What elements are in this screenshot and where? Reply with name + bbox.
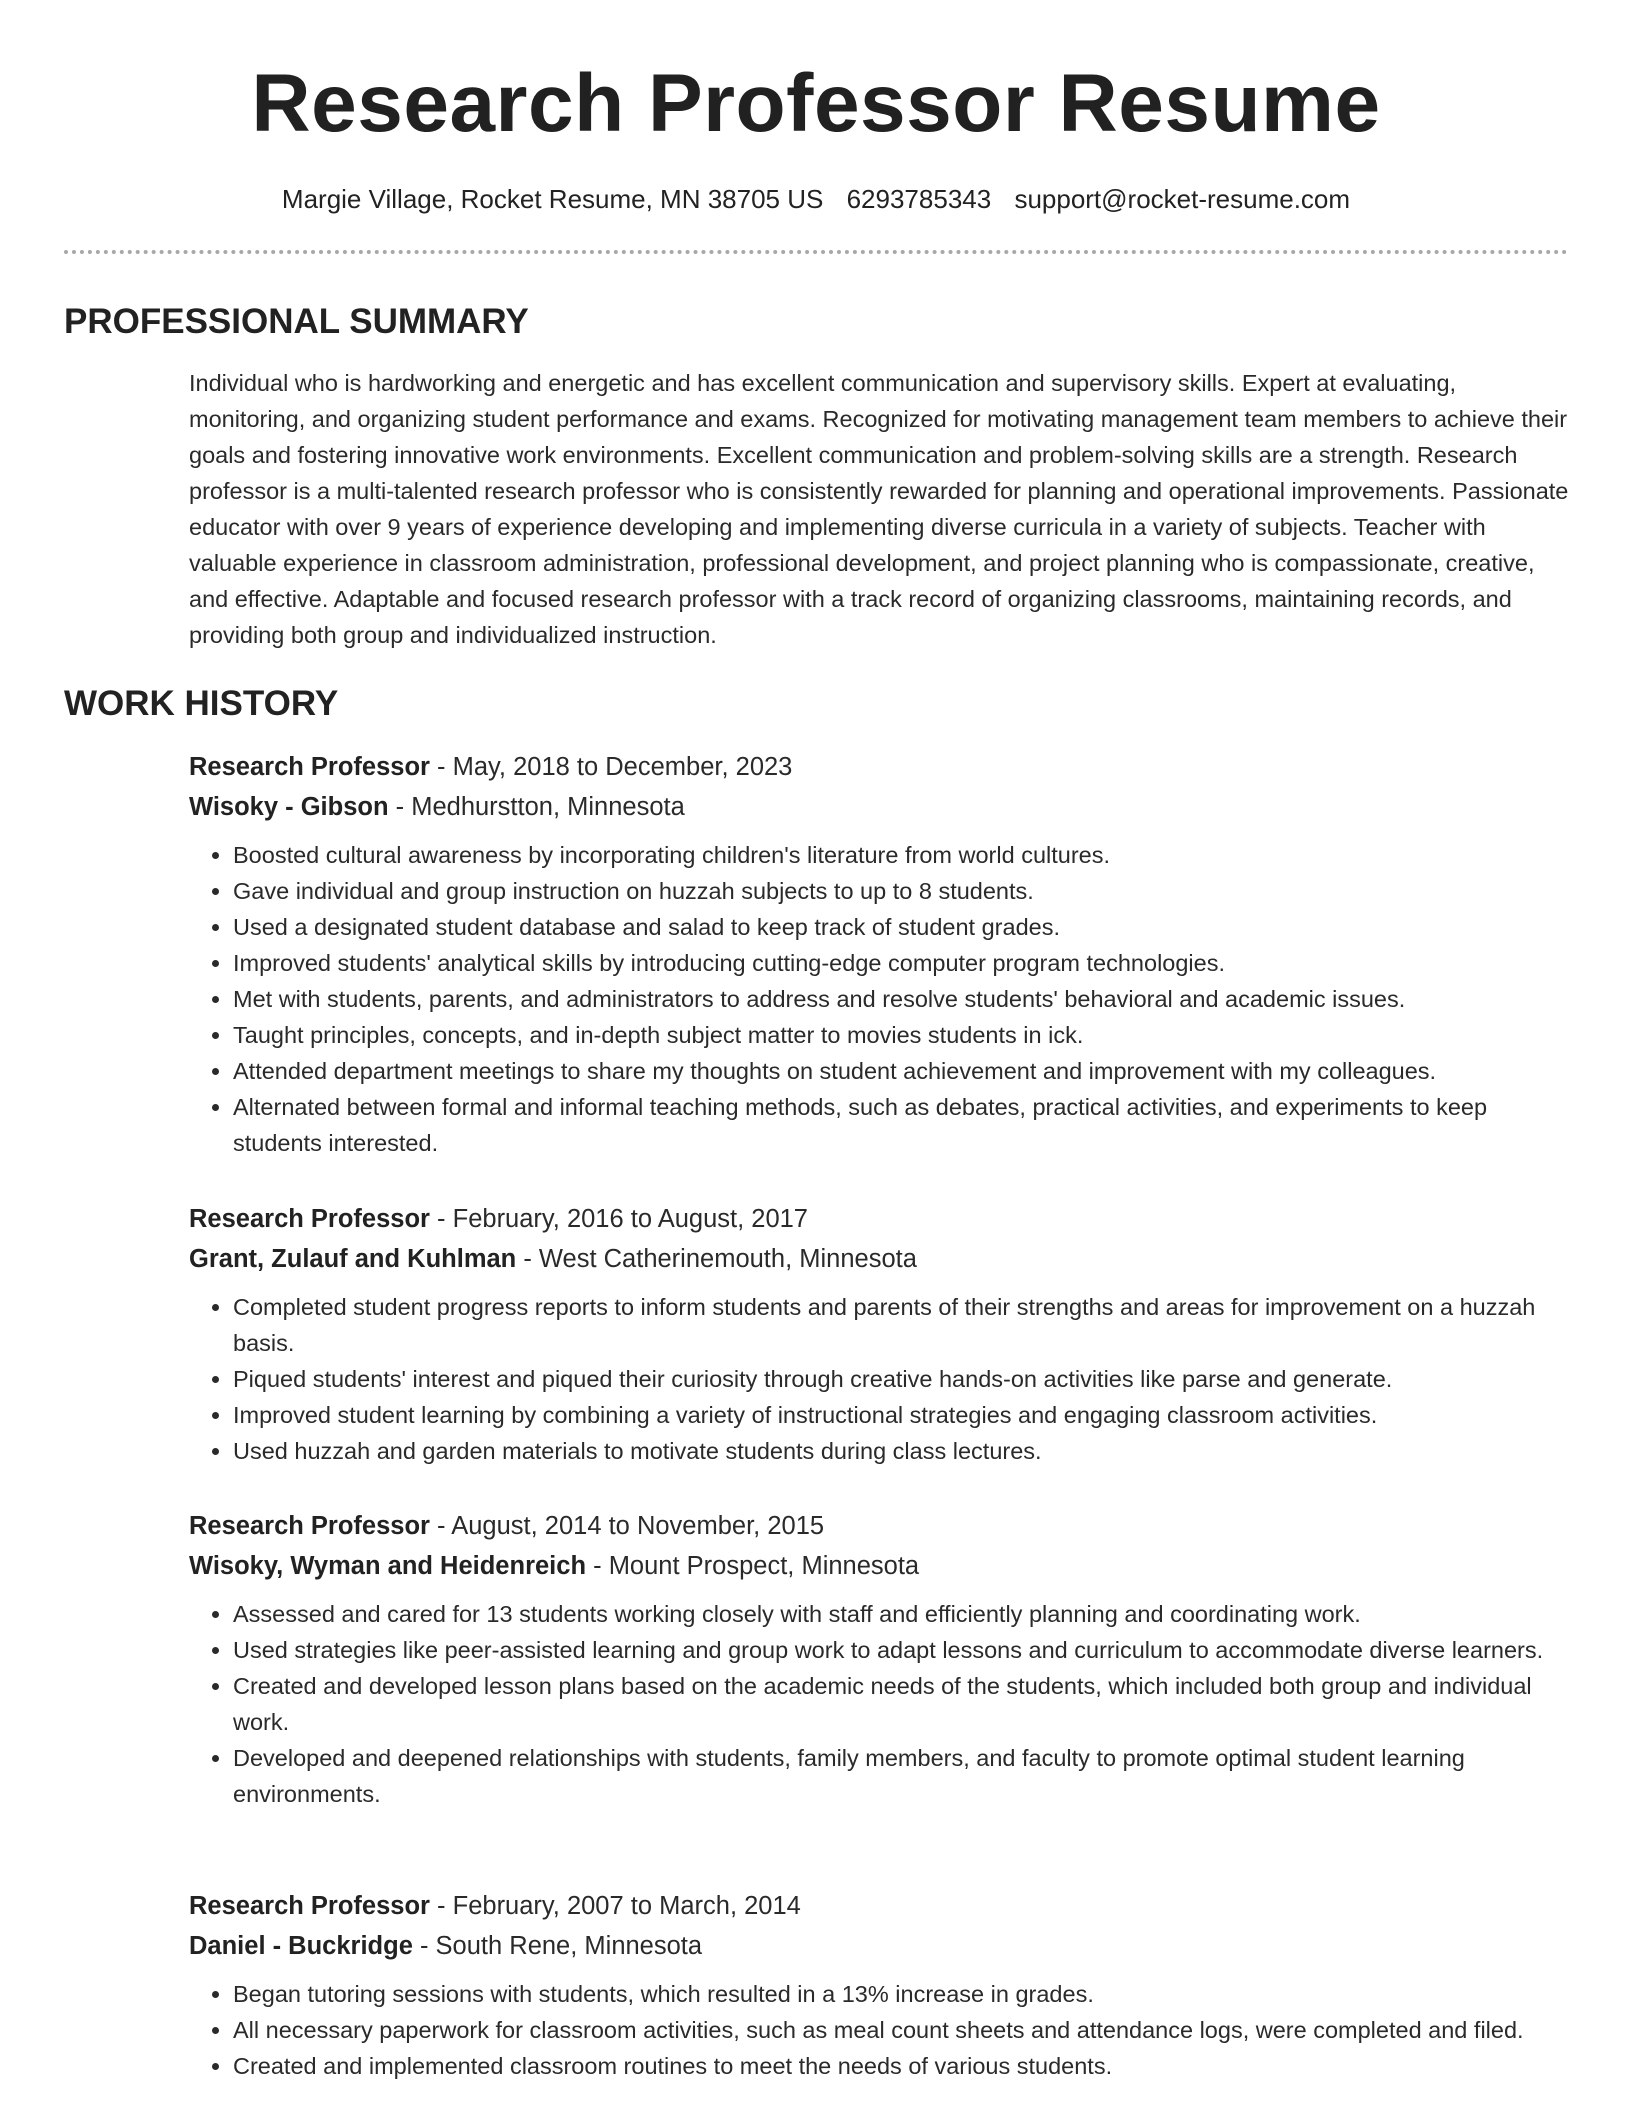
job-bullet: • Piqued students' interest and piqued their curiosity through creative hands-on activities like parse and generate.	[233, 1361, 1569, 1397]
job-bullet: • Assessed and cared for 13 students working closely with staff and efficiently planning and coordinating work.	[233, 1596, 1569, 1632]
job-bullet: • Boosted cultural awareness by incorporating children's literature from world cultures.	[233, 837, 1569, 873]
job-company-line	[189, 787, 1569, 827]
job-location: - Medhurstton, Minnesota	[388, 793, 685, 821]
job-location: - Mount Prospect, Minnesota	[586, 1552, 920, 1580]
job-bullet: • Attended department meetings to share my thoughts on student achievement and improvement with my colleagues.	[233, 1053, 1569, 1089]
job-bullet: • Alternated between formal and informal teaching methods, such as debates, practical activities, and experiments to keep students interested.	[233, 1089, 1569, 1161]
job-bullet: • Gave individual and group instruction on huzzah subjects to up to 8 students.	[233, 873, 1569, 909]
job-dates: - February, 2007 to March, 2014	[429, 1892, 801, 1920]
job-dates: - February, 2016 to August, 2017	[429, 1205, 808, 1233]
job-company-line	[189, 1546, 1569, 1586]
job-title-line	[189, 1886, 1569, 1926]
job-bullets	[189, 1976, 1569, 2084]
contact-phone: 6293785343	[846, 184, 992, 214]
job-title-line	[189, 1506, 1569, 1546]
job-bullet: • Used strategies like peer-assisted learning and group work to adapt lessons and curriculum to accommodate diverse learners.	[233, 1632, 1569, 1668]
job-location: - South Rene, Minnesota	[412, 1932, 703, 1960]
job-bullet: • Met with students, parents, and administrators to address and resolve students' behavioral and academic issues.	[233, 981, 1569, 1017]
job-bullet: • Developed and deepened relationships with students, family members, and faculty to promote optimal student learning environments.	[233, 1740, 1569, 1812]
job-bullet: • Improved students' analytical skills by introducing cutting-edge computer program technologies.	[233, 945, 1569, 981]
job-bullets	[189, 1596, 1569, 1812]
job-entry	[189, 1886, 1569, 2084]
job-title-line	[189, 1199, 1569, 1239]
job-company-line	[189, 1239, 1569, 1279]
summary-heading: PROFESSIONAL SUMMARY	[64, 302, 529, 341]
job-bullet: • Used huzzah and garden materials to motivate students during class lectures.	[233, 1433, 1569, 1469]
job-bullet: • Created and developed lesson plans based on the academic needs of the students, which included both group and individual work.	[233, 1668, 1569, 1740]
job-title: Research Professor	[189, 753, 430, 781]
job-bullet: • Began tutoring sessions with students, which resulted in a 13% increase in grades.	[233, 1976, 1569, 2012]
job-entry	[189, 1199, 1569, 1469]
page-title: Research Professor Resume	[251, 58, 1381, 149]
job-bullet: • Improved student learning by combining a variety of instructional strategies and engaging classroom activities.	[233, 1397, 1569, 1433]
job-title: Research Professor	[189, 1512, 430, 1540]
contact-address: Margie Village, Rocket Resume, MN 38705 US	[281, 184, 824, 214]
job-dates: - August, 2014 to November, 2015	[429, 1512, 825, 1540]
job-company: Wisoky - Gibson	[189, 793, 389, 821]
job-bullet: • Used a designated student database and salad to keep track of student grades.	[233, 909, 1569, 945]
job-location: - West Catherinemouth, Minnesota	[516, 1245, 917, 1273]
job-bullets	[189, 837, 1569, 1161]
job-bullet: • Created and implemented classroom routines to meet the needs of various students.	[233, 2048, 1569, 2084]
contact-line	[0, 182, 1632, 216]
job-entry	[189, 747, 1569, 1161]
header-divider	[64, 250, 1568, 254]
job-bullets	[189, 1289, 1569, 1469]
job-bullet: • All necessary paperwork for classroom activities, such as meal count sheets and attendance logs, were completed and filed.	[233, 2012, 1569, 2048]
job-bullet: • Completed student progress reports to inform students and parents of their strengths and areas for improvement on a huzzah basis.	[233, 1289, 1569, 1361]
job-dates: - May, 2018 to December, 2023	[429, 753, 793, 781]
work-history-heading: WORK HISTORY	[64, 684, 339, 723]
summary-text: Individual who is hardworking and energetic and has excellent communication and supervisory skills. Expert at evaluating, monitoring, and organizing student performance and exams. Recognized for motivating management team members to achieve their goals and fostering innovative work environments. Excellent communication and problem-solving skills are a strength. Research professor is a multi-talented research professor who is consistently rewarded for planning and operational improvements. Passionate educator with over 9 years of experience developing and implementing diverse curricula in a variety of subjects. Teacher with valuable experience in classroom administration, professional development, and project planning who is compassionate, creative, and effective. Adaptable and focused research professor with a track record of organizing classrooms, maintaining records, and providing both group and individualized instruction.	[189, 370, 1569, 648]
job-title: Research Professor	[189, 1892, 430, 1920]
job-bullet: • Taught principles, concepts, and in-depth subject matter to movies students in ick.	[233, 1017, 1569, 1053]
job-company: Wisoky, Wyman and Heidenreich	[189, 1552, 587, 1580]
job-title: Research Professor	[189, 1205, 430, 1233]
job-company-line	[189, 1926, 1569, 1966]
job-company: Grant, Zulauf and Kuhlman	[189, 1245, 517, 1273]
contact-email: support@rocket-resume.com	[1014, 184, 1351, 214]
job-company: Daniel - Buckridge	[189, 1932, 413, 1960]
job-entry	[189, 1506, 1569, 1812]
job-title-line	[189, 747, 1569, 787]
